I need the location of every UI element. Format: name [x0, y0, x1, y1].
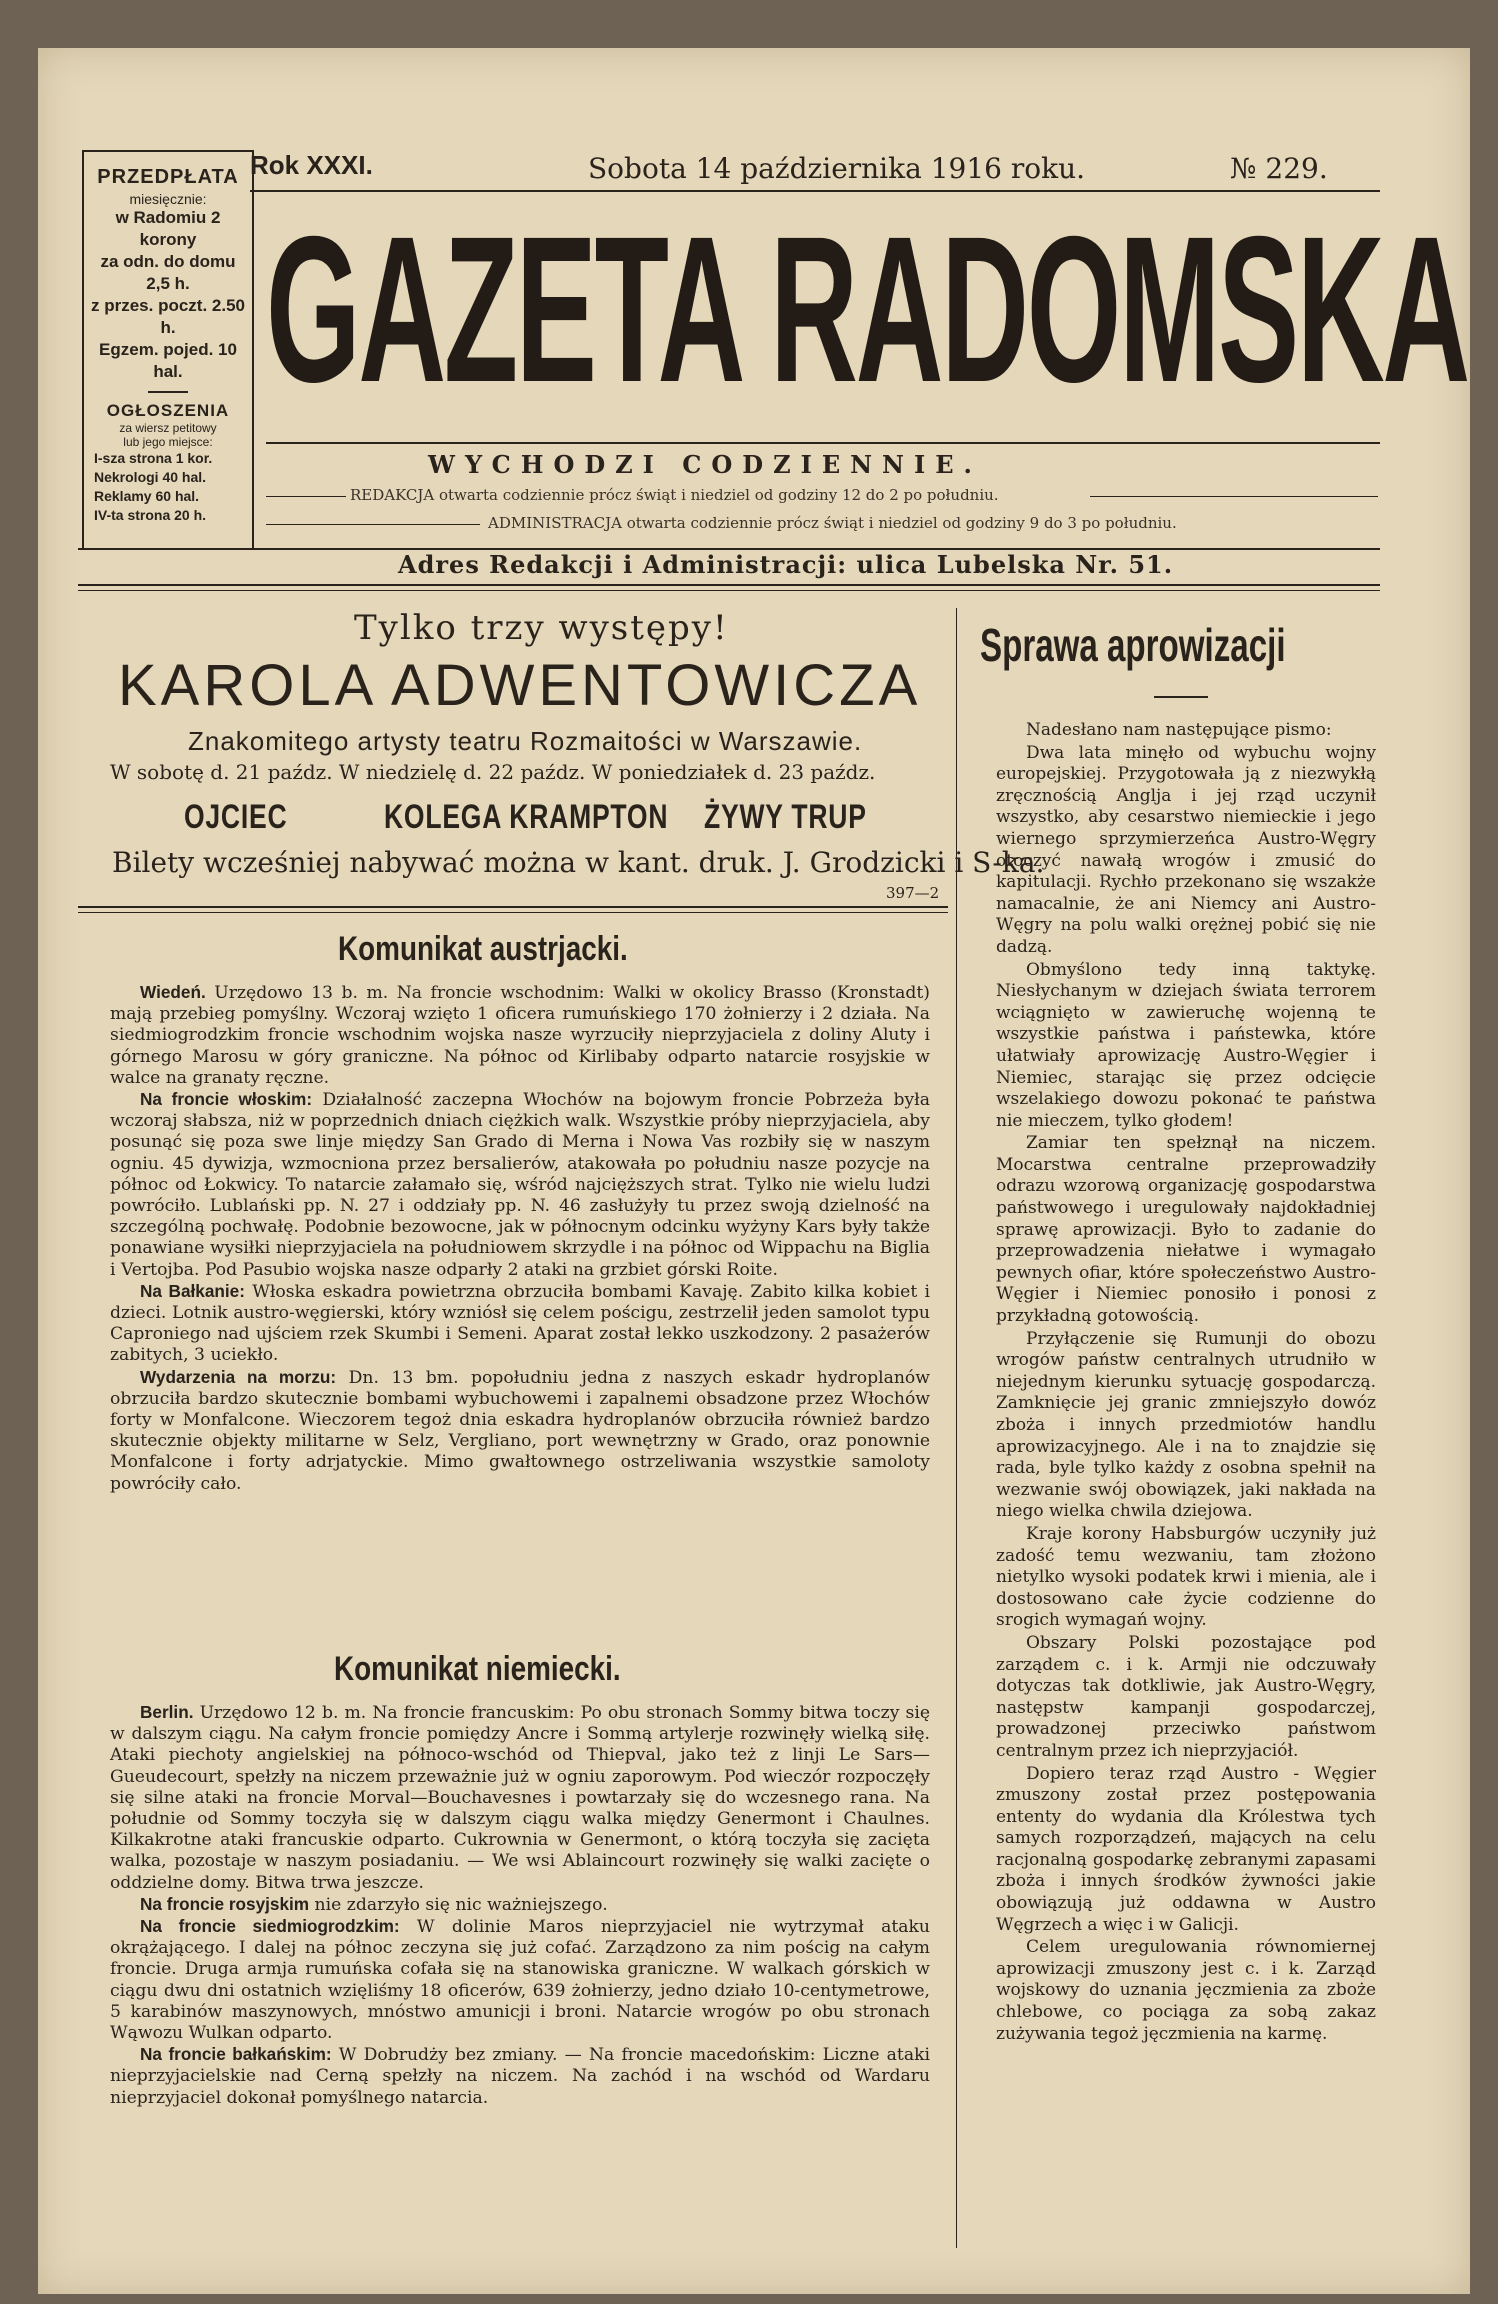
paragraph-lead: Na froncie rosyjskim [140, 1893, 310, 1914]
paragraph-lead: Berlin. [140, 1702, 194, 1722]
paragraph: Dopiero teraz rząd Austro - Węgier zmuszony został przez postępowania ententy do wydania dla Królestwa tych samych rozporządzeń, mających na celu racjonalną gospodarkę zebranymi zapasami zboża i innych środków żywności jakie obowiązują już oddawna w Austro Węgrzech a więc i w Galicji. [996, 1763, 1376, 1935]
column-divider [956, 608, 957, 2248]
subscription-line: z przes. poczt. 2.50 h. [91, 296, 245, 337]
advert-code: 397—2 [886, 884, 940, 902]
paragraph [110, 2044, 930, 2109]
divider [78, 584, 1380, 586]
paragraph-lead: Na froncie siedmiogrodzkim: [140, 1916, 400, 1937]
german-communique-title: Komunikat niemiecki. [334, 1650, 621, 1688]
paragraph [110, 1894, 930, 1916]
paragraph: Zamiar ten spełznął na niczem. Mocarstwa centralne przeprowadziły odrazu wzorową organizację gospodarstwa państwowego i uregulowały najdokładniej sprawę aprowizacji. Było to zadanie do przeprowadzenia niełatwe i wymagało pewnych ofiar, które społeczeństwo Austro-Węgier i Niemiec ponosiło i ponosi z przykładną gotowością. [996, 1133, 1376, 1327]
masthead-subtitle: WYCHODZI CODZIENNIE. [428, 450, 982, 479]
advert-actor-name: KAROLA ADWENTOWICZA [118, 653, 922, 718]
paragraph: Dwa lata minęło od wybuchu wojny europejskiej. Przygotowała ją z niezwykłą zręcznością Anglja i jej rząd uczynił wszystko, aby cesarstwo niemieckie i jego wiernego sprzymierzeńca Austro-Węgry otoczyć nawałą wrogów i zmusić do kapitulacji. Rychło przekonano się wszakże namacalnie, że ani Niemcy ani Austro-Węgry na polu walki orężnej pobić się nie dadzą. [996, 742, 1376, 957]
advert-tagline: Tylko trzy występy! [354, 608, 729, 648]
divider [1090, 496, 1378, 497]
paragraph [110, 1702, 930, 1894]
paragraph: Nadesłano nam następujące pismo: [1026, 720, 1332, 740]
ads-sub: lub jego miejsce: [123, 435, 213, 449]
paragraph-text: W Dobrudży bez zmiany. — Na froncie macedońskim: Liczne ataki nieprzyjacielskie nad Cerną spełzły na niczem. Na zachód i na wschód od Wardaru nieprzyjaciel dokonał pomyślnego natarcia. [110, 2045, 930, 2108]
paragraph [110, 1089, 930, 1281]
ads-sub: za wiersz petitowy [119, 421, 217, 435]
divider [266, 442, 1380, 444]
advert-play: KOLEGA KRAMPTON [384, 798, 669, 836]
advert-dates: W sobotę d. 21 paźdz. W niedzielę d. 22 paźdz. W poniedziałek d. 23 paźdz. [110, 760, 876, 784]
divider [266, 496, 346, 497]
newspaper-page [38, 48, 1470, 2294]
paragraph-text: Dn. 13 bm. popołudniu jedna z naszych eskadr hydroplanów obrzuciła bardzo skutecznie bombami wybuchowemi i zapalnemi obsadzone przez Włochów forty w Monfalcone. Wieczorem tegoż dnia eskadra hydroplanów obrzuciła również bardzo skutecznie objekty militarne w Selz, Vergliano, port wewnętrzny w Grado, oraz ponownie Monfalcone i forty adrjatyckie. Mimo gwałtownego ostrzeliwania wszystkie samoloty powróciły cało. [110, 1367, 930, 1494]
ads-line: Reklamy 60 hal. [94, 488, 200, 504]
paragraph-text: Urzędowo 12 b. m. Na froncie francuskim: Po obu stronach Sommy bitwa toczy się w dalszym ciągu. Na całym froncie pomiędzy Ancre i Sommą artylerje rozwinęły wielką siłę. Ataki piechoty angielskiej na północo-wschód od Thiepval, jako też z linji Le Sars—Gueudecourt, spełzły na niczem przeważnie już w ogniu zaporowym. Pod wieczór rozpoczęły się silne ataki na froncie Morval—Bouchavesnes i powtarzały się do wczesnego rana. Na południe od Sommy toczyła się w dalszym ciągu walka między Genermont i Chaulnes. Kilkakrotne ataki francuskie odparto. Cukrownia w Genermont, o którą toczyła się zacięta walka, pozostaje w naszym posiadaniu. — We wsi Ablaincourt rozwinęły się walki zacięte o oddzielne domy. Bitwa trwa jeszcze. [110, 1703, 930, 1893]
paragraph-text: Włoska eskadra powietrzna obrzuciła bombami Kavaję. Zabito kilka kobiet i dzieci. Lotnik austro-węgierski, który wzniósł się celem pościgu, zestrzelił jeden samolot typu Caproniego nad ujściem rzek Skumbi i Semeni. Aparat został lekko uszkodzony. 2 pasażerów zabitych, 3 uciekło. [110, 1281, 930, 1366]
article-title: Sprawa aprowizacji [980, 619, 1286, 671]
issue-number: № 229. [1230, 152, 1328, 185]
editorial-hours: REDAKCJA otwarta codziennie prócz świąt i niedziel od godziny 12 do 2 po południu. [350, 486, 999, 504]
divider [78, 906, 948, 908]
ads-line: IV-ta strona 20 h. [94, 507, 207, 523]
paragraph: Obszary Polski pozostające pod zarządem c. i k. Armji nie odczuwały dotyczas tak dotkliwie, jak Austro-Węgry, następstw kampanji gospodarczej, prowadzonej przeciwko państwom centralnym przez ich nieprzyjaciół. [996, 1632, 1376, 1761]
subscription-line: w Radomiu 2 korony [115, 208, 221, 249]
masthead: GAZETA RADOMSKA [266, 194, 1468, 426]
paragraph: Celem uregulowania równomiernej aprowizacji zmuszony jest c. i k. Zarząd wojskowy do uznania jęczmienia za zboże chlebowe, co pociąga za sobą zakaz zużywania tegoż jęczmienia na karmę. [996, 1937, 1376, 2044]
paragraph-lead: Na Bałkanie: [140, 1280, 245, 1301]
divider [148, 391, 188, 393]
divider [78, 590, 1380, 591]
divider [266, 524, 480, 525]
ads-title: OGŁOSZENIA [106, 401, 230, 420]
paragraph-lead: Na froncie bałkańskim: [140, 2044, 332, 2065]
subscription-line: Egzem. pojed. 10 hal. [99, 340, 237, 381]
advert-play: OJCIEC [184, 798, 288, 836]
paragraph-lead: Wiedeń. [140, 982, 206, 1002]
paragraph: Przyłączenie się Rumunji do obozu wrogów państw centralnych utrudniło w niejednym kierunku sytuację gospodarczą. Zamknięcie jej granic zmniejszyło dowóz zboża i innych przedmiotów handlu aprowizacyjnego. Ale i na to znajdzie się rada, byle tylko każdy z osobna spełnił na wezwanie swój obowiązek, jaki nakłada na niego wielka chwila dziejowa. [996, 1328, 1376, 1522]
paragraph-text: Urzędowo 13 b. m. Na froncie wschodnim: Walki w okolicy Brasso (Kronstadt) mają przebieg pomyślny. Wczoraj wzięto 1 oficera rumuńskiego 170 żołnierzy i 2 działa. Na siedmiogrodzkim froncie wschodnim wojska nasze wyrzuciły nieprzyjaciela z doliny Aluty i górnego Marosu w góry graniczne. Na północ od Kirlibaby odparto natarcie rosyjskie w walce na granaty ręczne. [110, 983, 930, 1088]
paragraph-lead: Wydarzenia na morzu: [140, 1366, 337, 1387]
subscription-box [82, 150, 254, 550]
german-communique-text [110, 1702, 930, 2109]
paragraph-text: W dolinie Maros nieprzyjaciel nie wytrzymał ataku okrążającego. I dalej na północ zeczyna się już cofać. Zarządzono za nim pościg na całym froncie. Druga armja rumuńska cofała się na stanowiska graniczne. W walkach górskich w ciągu dwu dni ostatnich wzięliśmy 18 oficerów, 639 żołnierzy, jedno działo 10-centymetrowe, 5 karabinów maszynowych, mnóstwo amunicji i broni. Natarcie wrogów po obu stronach Wąwozu Wulkan odparto. [110, 1917, 930, 2044]
paragraph: Obmyślono tedy inną taktykę. Niesłychanym w dziejach świata terrorem wciągnięto w zawieruchę wojenną te wszystkie państwa i państewka, które ułatwiały aprowizację Austro-Węgier i Niemiec, starając się przez odcięcie wszelakiego dowozu pokonać te państwa nie mieczem, tylko głodem! [996, 959, 1376, 1131]
administration-hours: ADMINISTRACJA otwarta codziennie prócz świąt i niedziel od godziny 9 do 3 po południu. [488, 514, 1177, 532]
subscription-line: za odn. do domu 2,5 h. [100, 252, 236, 293]
ads-line: Nekrologi 40 hal. [94, 469, 207, 485]
divider [78, 912, 948, 913]
divider [1154, 696, 1208, 698]
article-text [996, 720, 1376, 2046]
austrian-communique-text [110, 982, 930, 1495]
advert-tickets: Bilety wcześniej nabywać można w kant. druk. J. Grodzicki i S-ka. [112, 846, 1045, 879]
ads-line: I-sza strona 1 kor. [94, 450, 213, 466]
paragraph [110, 1281, 930, 1367]
address: Adres Redakcji i Administracji: ulica Lubelska Nr. 51. [398, 550, 1174, 579]
paragraph [110, 1916, 930, 2044]
austrian-communique-title: Komunikat austrjacki. [338, 930, 628, 968]
subscription-subtitle: miesięcznie: [129, 191, 207, 207]
volume-year: Rok XXXI. [250, 150, 373, 180]
advert-play: ŻYWY TRUP [704, 798, 867, 836]
paragraph [110, 1367, 930, 1495]
paragraph-lead: Na froncie włoskim: [140, 1089, 313, 1110]
paragraph: Kraje korony Habsburgów uczyniły już zadość temu wezwaniu, tam złożono nietylko wysoki podatek krwi i mienia, ale i dostosowano całe życie codzienne do srogich wymagań wojny. [996, 1523, 1376, 1631]
advert-subtitle: Znakomitego artysty teatru Rozmaitości w Warszawie. [188, 726, 863, 756]
paragraph-text: nie zdarzyło się nic ważniejszego. [309, 1894, 608, 1915]
paragraph-text: Działalność zaczepna Włochów na bojowym froncie Pobrzeża była wczoraj słabsza, niż w poprzednich dniach ciężkich walk. Wszystkie próby nieprzyjaciela, aby posunąć się poza swe linje między San Grado di Merna i Nowa Vas rozbiły się w naszym ogniu. 45 dywizja, wzmocniona przez bersalierów, atakowała po południu nasze pozycje na północ od Łokwicy. To natarcie załamało się, wśród najcięższych strat. Tylko nie wielu ludzi powróciło. Lublański pp. N. 27 i oddziały pp. N. 46 zasłużyły tu przez swoją dzielność na szczególną pochwałę. Podobnie bezowocne, jak w północnym odcinku wyżyny Kars były także ponawiane wysiłki nieprzyjaciela na południowem skrzydle i na północ od Wippachu na Biglia i Vertojba. Pod Pasubio wojska nasze odparły 2 ataki na grzbiet górski Roite. [110, 1090, 930, 1280]
issue-date: Sobota 14 października 1916 roku. [588, 152, 1085, 185]
paragraph [110, 982, 930, 1089]
subscription-title: PRZEDPŁATA [97, 166, 239, 188]
